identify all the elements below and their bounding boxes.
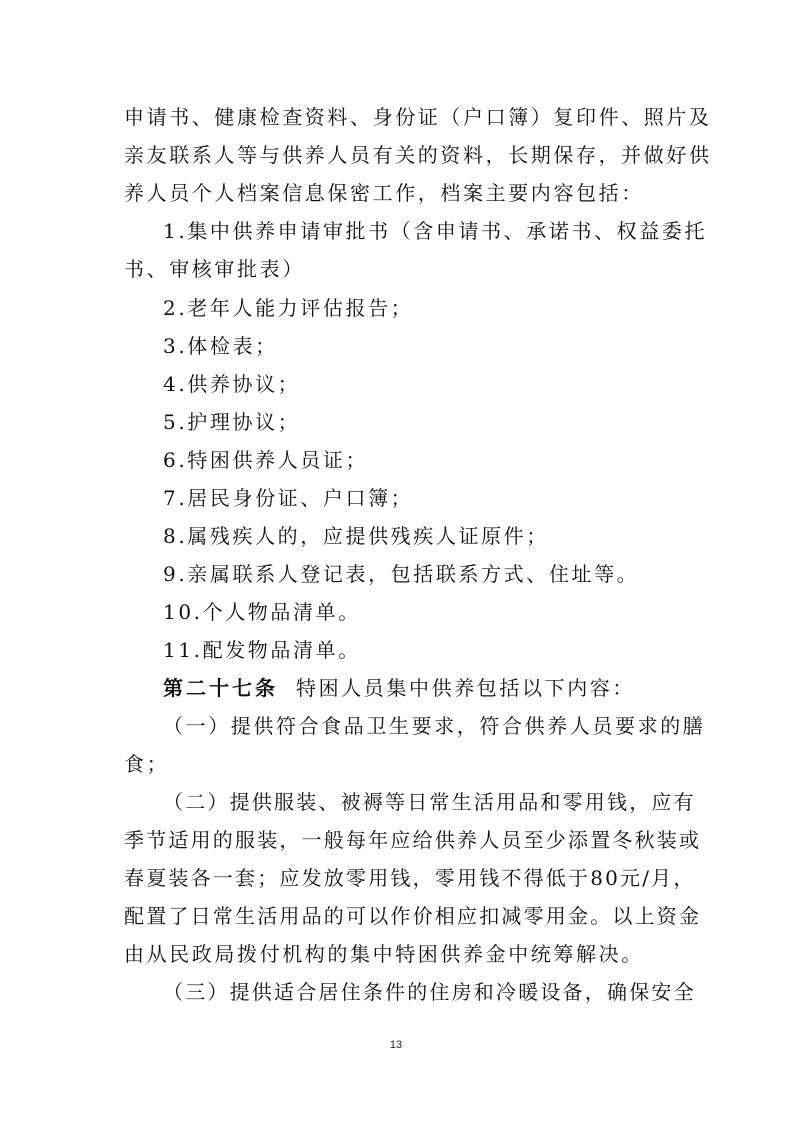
paragraph-line: 季节适用的服装，一般每年应给供养人员至少添置冬秋装或 [124,828,702,852]
paragraph-line: 食； [124,752,170,776]
list-item: 10.个人物品清单。 [163,600,361,624]
list-item: 4.供养协议； [163,372,301,396]
article-heading: 第二十七条 [163,676,278,700]
paragraph-line: （一）提供符合食品卫生要求，符合供养人员要求的膳 [163,714,706,738]
paragraph-line: 申请书、健康检查资料、身份证（户口簿）复印件、照片及 [124,105,712,129]
list-item: 2.老年人能力评估报告； [163,296,414,320]
list-item: 11.配发物品清单。 [163,638,361,662]
list-item: 1.集中供养申请审批书（含申请书、承诺书、权益委托 [163,219,708,243]
paragraph-line: 亲友联系人等与供养人员有关的资料，长期保存，并做好供 [124,143,712,167]
list-item: 8.属残疾人的，应提供残疾人证原件； [163,524,549,548]
paragraph-line: 养人员个人档案信息保密工作，档案主要内容包括： [124,181,644,205]
list-item: 6.特困供养人员证； [163,448,369,472]
paragraph-line: （二）提供服装、被褥等日常生活用品和零用钱，应有 [163,790,696,814]
list-item-continuation: 书、审核审批表） [124,257,305,281]
paragraph-line: 由从民政局拨付机构的集中特困供养金中统筹解决。 [124,942,644,966]
paragraph-line: 配置了日常生活用品的可以作价相应扣减零用金。以上资金 [124,904,702,928]
paragraph-line: 春夏装各一套；应发放零用钱，零用钱不得低于80元/月， [124,866,696,890]
article-line [163,676,723,700]
page-number: 13 [389,1039,403,1051]
list-item: 3.体检表； [163,334,278,358]
list-item: 9.亲属联系人登记表，包括联系方式、住址等。 [163,562,640,586]
article-text: 特困人员集中供养包括以下内容： [296,676,635,700]
paragraph-line: （三）提供适合居住条件的住房和冷暖设备，确保安全 [163,980,696,1004]
list-item: 7.居民身份证、户口簿； [163,486,414,510]
list-item: 5.护理协议； [163,410,301,434]
